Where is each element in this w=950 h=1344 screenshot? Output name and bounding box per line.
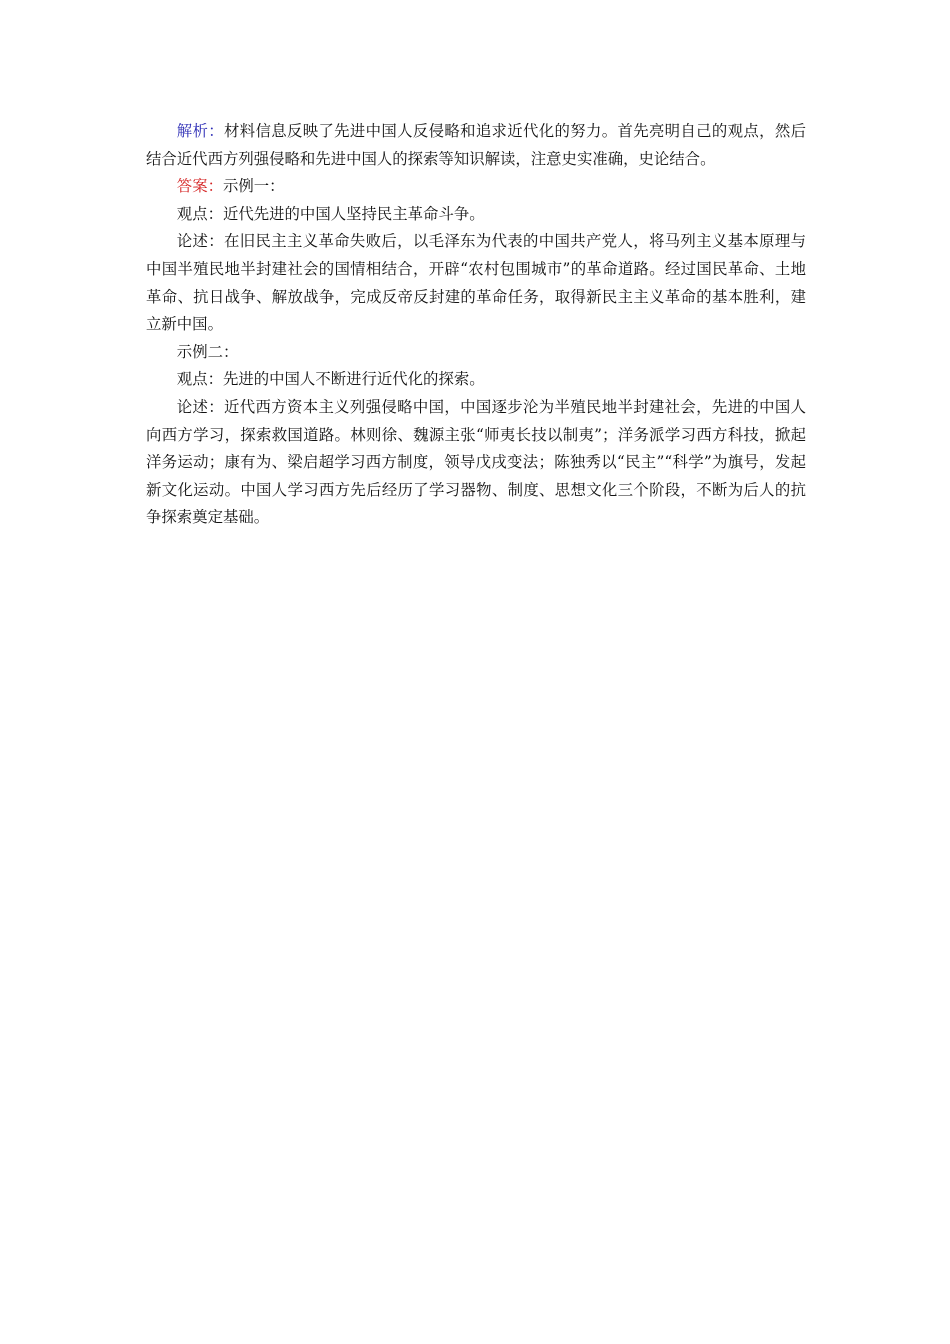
analysis-label: 解析： [176,122,225,140]
example1-argument: 论述：在旧民主主义革命失败后，以毛泽东为代表的中国共产党人，将马列主义基本原理与中国半殖民地半封建社会的国情相结合，开辟“农村包围城市”的革命道路。经过国民革命、土地革命、抗日战争、解放战争，完成反帝反封建的革命任务，取得新民主主义革命的基本胜利，建立新中国。 [146,232,806,334]
example2-title: 示例二： [176,342,239,361]
analysis-text: 材料信息反映了先进中国人反侵略和追求近代化的努力。首先亮明自己的观点，然后结合近代西方列强侵略和先进中国人的探索等知识解读，注意史实准确，史论结合。 [146,122,806,168]
document-page [146,118,806,532]
example2-viewpoint: 观点：先进的中国人不断进行近代化的探索。 [176,370,485,389]
answer-paragraph [146,173,806,201]
analysis-paragraph [146,118,806,173]
answer-label: 答案： [176,177,223,196]
example1-viewpoint: 观点：近代先进的中国人坚持民主革命斗争。 [176,204,485,223]
example2-argument: 论述：近代西方资本主义列强侵略中国，中国逐步沦为半殖民地半封建社会，先进的中国人向西方学习，探索救国道路。林则徐、魏源主张“师夷长技以制夷”；洋务派学习西方科技，掀起洋务运动；康有为、梁启超学习西方制度，领导戊戌变法；陈独秀以“民主”“科学”为旗号，发起新文化运动。中国人学习西方先后经历了学习器物、制度、思想文化三个阶段，不断为后人的抗争探索奠定基础。 [146,397,806,527]
answer-intro: 示例一： [222,177,285,196]
